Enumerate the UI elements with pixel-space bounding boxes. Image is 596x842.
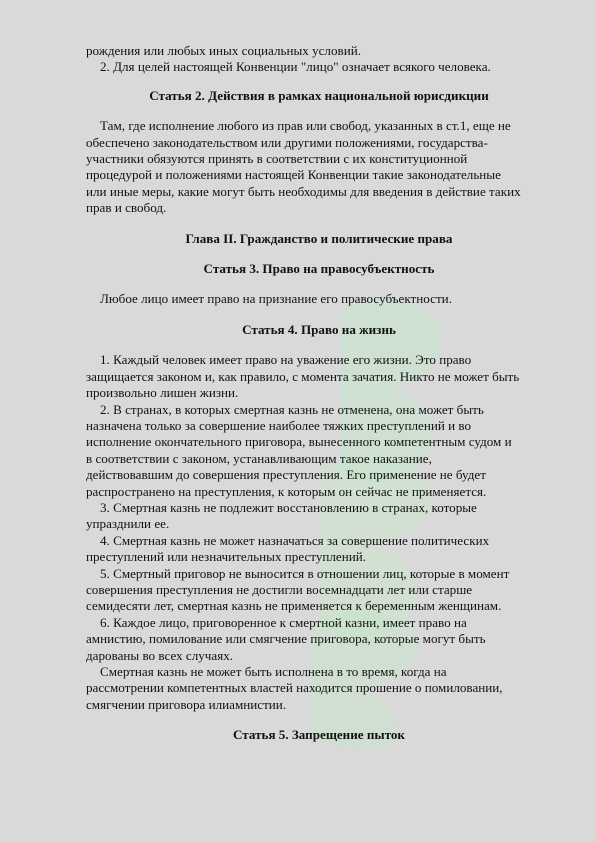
text-line: распространено на преступления, к которым он сейчас не применяется. <box>86 483 487 499</box>
text-line: обеспечено законодательством или другими положениями, государства- <box>86 134 488 150</box>
text-line: 6. Каждое лицо, приговоренное к смертной казни, имеет право на <box>100 614 467 630</box>
text-line: Там, где исполнение любого из прав или свобод, указанных в ст.1, еще не <box>100 118 511 134</box>
text-line: совершения преступления не достигли восемнадцати лет или старше <box>86 581 473 597</box>
text-line: преступлений или незначительных преступлений. <box>86 549 367 565</box>
article-4-heading: Статья 4. Право на жизнь <box>242 321 396 337</box>
text-line: смягчении приговора илиамнистии. <box>86 696 287 712</box>
text-line: исполнение окончательного приговора, вынесенного компетентным судом и <box>86 434 512 450</box>
text-line: амнистию, помилование или смягчение приговора, которые могут быть <box>86 631 486 647</box>
text-line: Любое лицо имеет право на признание его правосубъектности. <box>100 291 452 307</box>
text-line: 4. Смертная казнь не может назначаться за совершение политических <box>100 532 490 548</box>
text-line: произвольно лишен жизни. <box>86 385 239 401</box>
text-line: дарованы во всех случаях. <box>86 647 234 663</box>
text-line: упразднили ее. <box>86 516 170 532</box>
text-line: участники обязуются принять в соответствии с их конституционной <box>86 151 468 167</box>
text-line: действовавшим до совершения преступления. Его применение не будет <box>86 467 486 483</box>
text-line: 5. Смертный приговор не выносится в отношении лиц, которые в момент <box>100 565 510 581</box>
text-line: прав и свобод. <box>86 200 167 216</box>
article-2-heading: Статья 2. Действия в рамках национальной юрисдикции <box>149 87 489 103</box>
chapter-2-heading: Глава II. Гражданство и политические права <box>185 230 453 246</box>
text-line: или иные меры, какие могут быть необходимы для введения в действие таких <box>86 183 521 199</box>
document-body <box>86 43 552 744</box>
text-line: 1. Каждый человек имеет право на уважение его жизни. Это право <box>100 352 472 368</box>
text-line: 2. В странах, в которых смертная казнь не отменена, она может быть <box>100 401 484 417</box>
text-line: рассмотрении компетентных властей находится прошение о помиловании, <box>86 680 503 696</box>
text-line: защищается законом и, как правило, с момента зачатия. Никто не может быть <box>86 368 520 384</box>
text-line: в соответствии с законом, устанавливающим такое наказание, <box>86 450 432 466</box>
text-line: процедурой и положениями настоящей Конвенции такие законодательные <box>86 167 501 183</box>
text-line: семидесяти лет, смертная казнь не применяется к беременным женщинам. <box>86 598 502 614</box>
article-5-heading: Статья 5. Запрещение пыток <box>233 727 405 743</box>
text-line: Смертная казнь не может быть исполнена в то время, когда на <box>100 664 447 679</box>
text-line: назначена только за совершение наиболее тяжких преступлений и во <box>86 417 472 433</box>
text-line: 3. Смертная казнь не подлежит восстановлению в странах, которые <box>100 499 477 515</box>
text-line: рождения или любых иных социальных условий. <box>86 43 361 58</box>
text-line: 2. Для целей настоящей Конвенции "лицо" означает всякого человека. <box>100 59 491 75</box>
article-3-heading: Статья 3. Право на правосубъектность <box>203 261 435 277</box>
